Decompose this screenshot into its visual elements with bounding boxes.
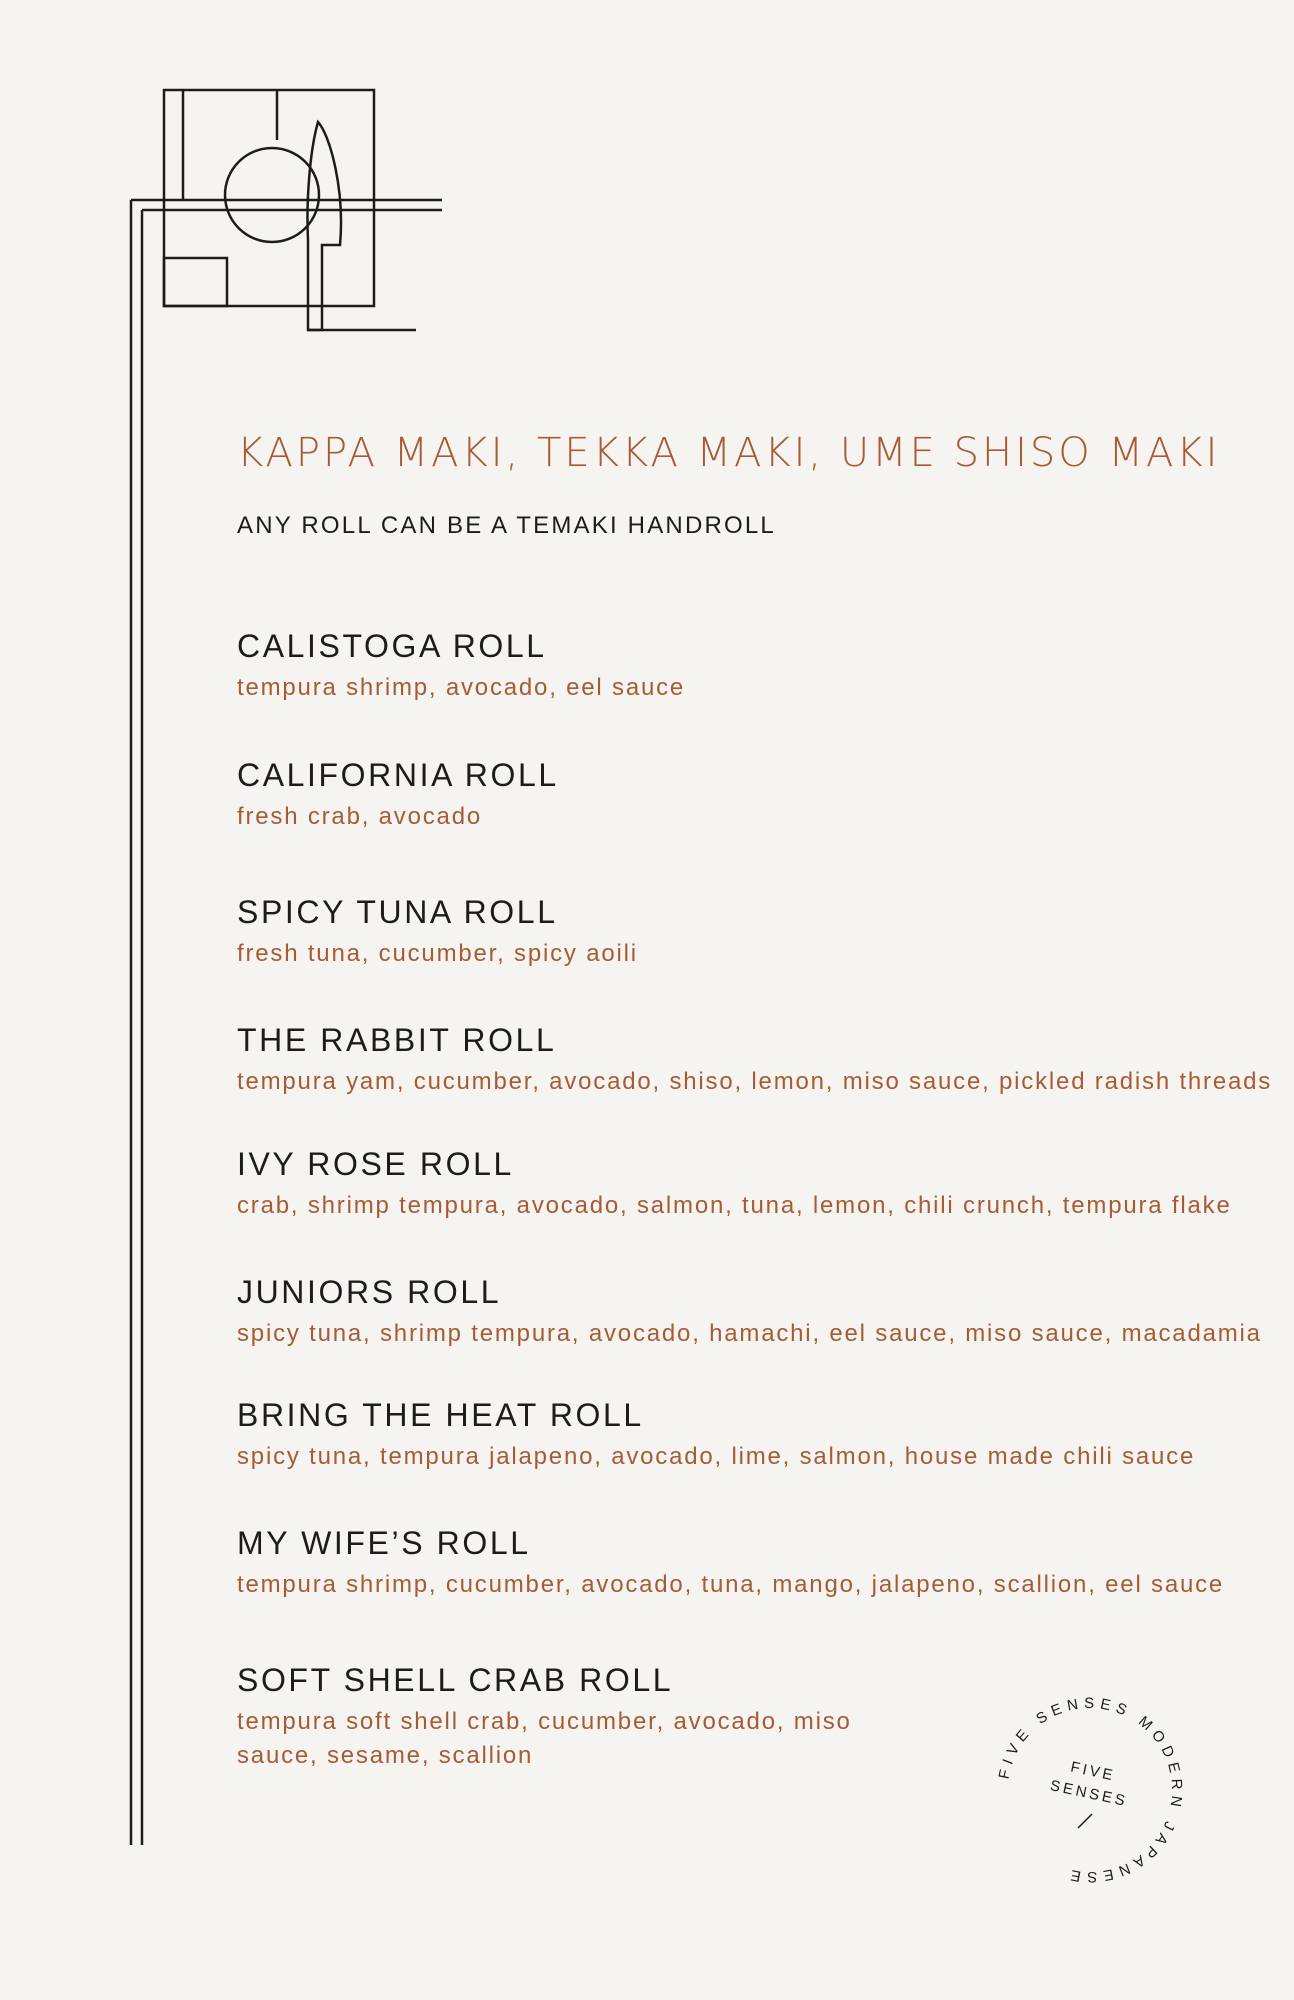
stamp-center-line2: SENSES: [1048, 1777, 1130, 1811]
stamp-slash: [1078, 1814, 1092, 1828]
stamp-ring-textpath: FIVE SENSES MODERN JAPANESE: [995, 1694, 1186, 1886]
menu-item: [237, 1022, 1273, 1099]
item-description: spicy tuna, shrimp tempura, avocado, hamachi, eel sauce, miso sauce, macadamia: [237, 1320, 1262, 1347]
menu-subtitle: ANY ROLL CAN BE A TEMAKI HANDROLL: [237, 512, 776, 539]
menu-item: [237, 628, 1257, 705]
menu-item: [237, 1146, 1257, 1223]
menu-item: [237, 1525, 1257, 1602]
item-description: tempura shrimp, cucumber, avocado, tuna, mango, jalapeno, scallion, eel sauce: [237, 1571, 1225, 1598]
menu-item: [237, 894, 1257, 971]
item-name: MY WIFE’S ROLL: [237, 1525, 531, 1561]
menu-title: KAPPA MAKI, TEKKA MAKI, UME SHISO MAKI: [237, 430, 1221, 476]
item-description: tempura shrimp, avocado, eel sauce: [237, 674, 686, 701]
item-description: spicy tuna, tempura jalapeno, avocado, lime, salmon, house made chili sauce: [237, 1443, 1196, 1470]
menu-item: [237, 1274, 1262, 1351]
item-description: fresh crab, avocado: [237, 803, 482, 830]
item-name: BRING THE HEAT ROLL: [237, 1397, 644, 1433]
item-description: fresh tuna, cucumber, spicy aoili: [237, 940, 638, 967]
stamp-center-line1: FIVE: [1068, 1758, 1117, 1785]
item-name: CALIFORNIA ROLL: [237, 757, 559, 793]
item-name: SOFT SHELL CRAB ROLL: [237, 1662, 674, 1698]
item-name: THE RABBIT ROLL: [237, 1022, 557, 1058]
five-senses-stamp-logo: [980, 1680, 1200, 1900]
item-name: CALISTOGA ROLL: [237, 628, 547, 664]
menu-item: [237, 1397, 1257, 1474]
item-name: IVY ROSE ROLL: [237, 1146, 514, 1182]
item-description: tempura yam, cucumber, avocado, shiso, lemon, miso sauce, pickled radish threads: [237, 1068, 1273, 1095]
item-description: tempura soft shell crab, cucumber, avocado, miso sauce, sesame, scallion: [237, 1708, 852, 1769]
item-description: crab, shrimp tempura, avocado, salmon, tuna, lemon, chili crunch, tempura flake: [237, 1192, 1232, 1219]
item-name: SPICY TUNA ROLL: [237, 894, 558, 930]
menu-item: [237, 757, 1257, 834]
item-name: JUNIORS ROLL: [237, 1274, 502, 1310]
